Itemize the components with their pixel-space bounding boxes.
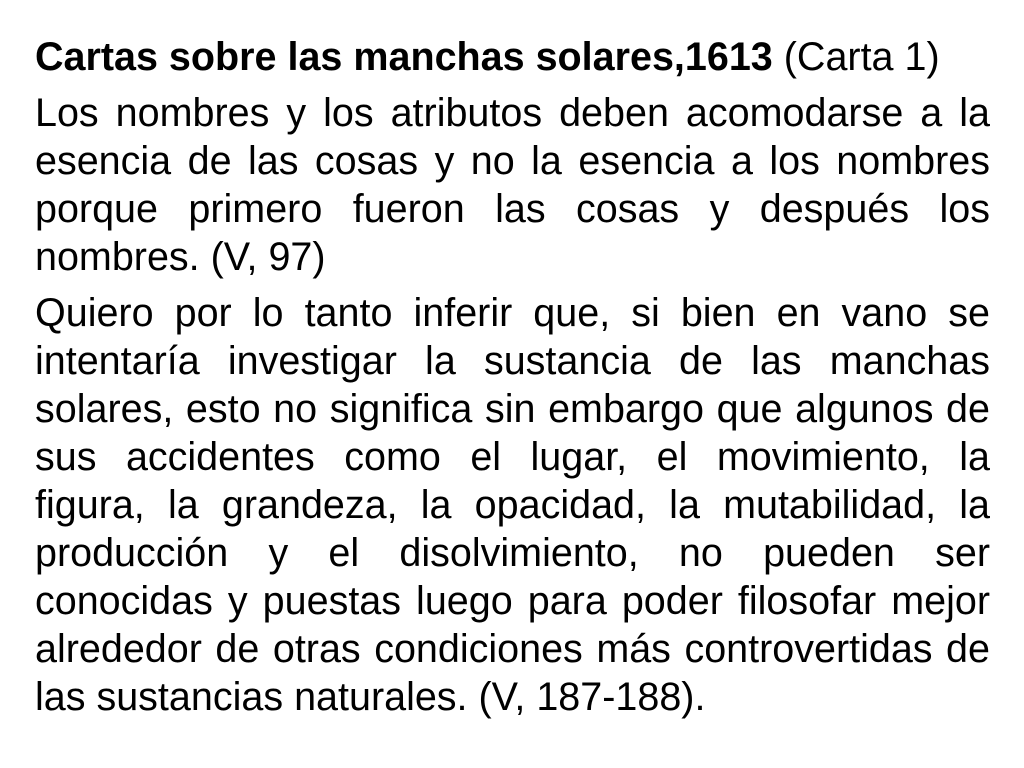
text-line: solares, esto no significa sin embargo que algunos de xyxy=(35,387,990,431)
text-line: esencia de las cosas y no la esencia a los nombres xyxy=(35,139,990,183)
text-line: conocidas y puestas luego para poder filosofar mejor xyxy=(35,579,990,623)
text-line: porque primero fueron las cosas y después los xyxy=(35,187,990,231)
slide-title xyxy=(35,33,990,81)
text-line: las sustancias naturales. (V, 187-188). xyxy=(35,675,706,719)
text-line: alrededor de otras condiciones más controvertidas de xyxy=(35,627,990,671)
paragraph-1 xyxy=(35,89,990,281)
text-line: Los nombres y los atributos deben acomodarse a la xyxy=(35,91,990,135)
text-line: sus accidentes como el lugar, el movimiento, la xyxy=(35,435,990,479)
text-line: Quiero por lo tanto inferir que, si bien en vano se xyxy=(35,291,990,335)
title-bold-text: Cartas sobre las manchas solares,1613 xyxy=(35,35,773,79)
paragraph-2 xyxy=(35,289,990,721)
slide-content xyxy=(35,33,990,721)
text-line: intentaría investigar la sustancia de las manchas xyxy=(35,339,990,383)
title-subtitle-text: (Carta 1) xyxy=(783,35,940,79)
text-line: producción y el disolvimiento, no pueden ser xyxy=(35,531,990,575)
text-line: figura, la grandeza, la opacidad, la mutabilidad, la xyxy=(35,483,990,527)
text-line: nombres. (V, 97) xyxy=(35,235,326,279)
